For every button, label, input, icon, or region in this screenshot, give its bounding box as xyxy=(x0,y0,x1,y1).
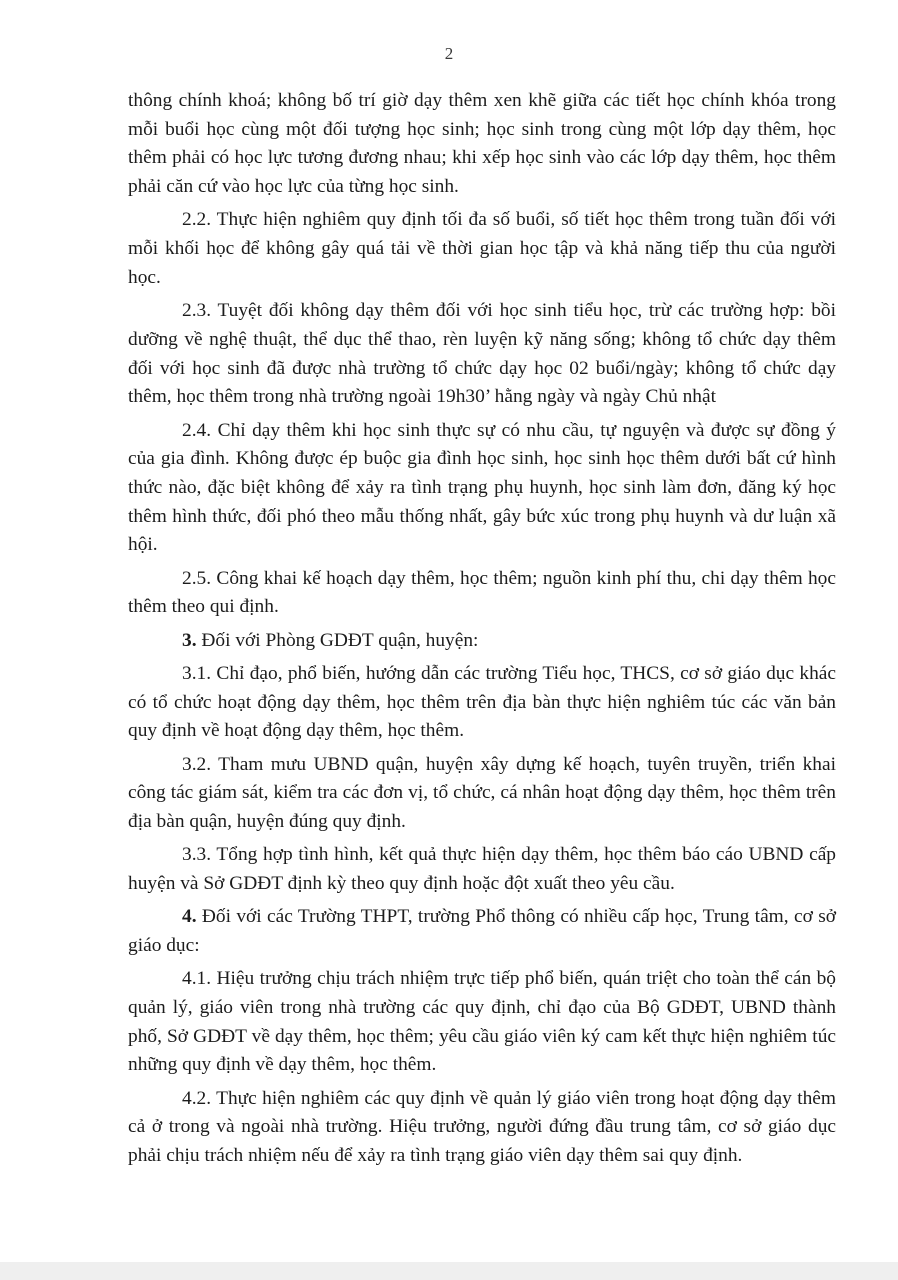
page-number: 2 xyxy=(444,44,454,63)
paragraph-4-1: 4.1. Hiệu trưởng chịu trách nhiệm trực tiếp phổ biến, quán triệt cho toàn thể cán bộ quản lý, giáo viên trong nhà trường các quy định, chỉ đạo của Bộ GDĐT, UBND thành phố, Sở GDĐT về dạy thêm, học thêm; yêu cầu giáo viên ký cam kết thực hiện nghiêm túc những quy định về dạy thêm, học thêm. xyxy=(128,968,836,1076)
paragraph-2-3: 2.3. Tuyệt đối không dạy thêm đối với học sinh tiểu học, trừ các trường hợp: bồi dưỡng về nghệ thuật, thể dục thể thao, rèn luyện kỹ năng sống; không tổ chức dạy thêm đối với học sinh đã được nhà trường tổ chức dạy học 02 buổi/ngày; không tổ chức dạy thêm, học thêm trong nhà trường ngoài 19h30’ hằng ngày và ngày Chủ nhật xyxy=(128,300,836,408)
document-body xyxy=(128,87,836,1175)
paragraph-3-3: 3.3. Tổng hợp tình hình, kết quả thực hiện dạy thêm, học thêm báo cáo UBND cấp huyện và Sở GDĐT định kỳ theo quy định hoặc đột xuất theo yêu cầu. xyxy=(128,844,836,895)
page-bottom-margin xyxy=(0,1262,898,1280)
paragraph-continuation: thông chính khoá; không bố trí giờ dạy thêm xen khẽ giữa các tiết học chính khóa trong mỗi buổi học cùng một đối tượng học sinh; học sinh trong cùng một lớp dạy thêm, học thêm phải có học lực tương đương nhau; khi xếp học sinh vào các lớp dạy thêm, học thêm phải căn cứ vào học lực của từng học sinh. xyxy=(128,90,836,198)
paragraph-2-2: 2.2. Thực hiện nghiêm quy định tối đa số buổi, số tiết học thêm trong tuần đối với mỗi khối học để không gây quá tải về thời gian học tập và khả năng tiếp thu của người học. xyxy=(128,209,836,288)
paragraph-3-1: 3.1. Chỉ đạo, phổ biến, hướng dẫn các trường Tiểu học, THCS, cơ sở giáo dục khác có tổ chức hoạt động dạy thêm, học thêm trên địa bàn thực hiện nghiêm túc các văn bản quy định về hoạt động dạy thêm, học thêm. xyxy=(128,662,836,742)
section-3-heading: 3. Đối với Phòng GDĐT quận, huyện: xyxy=(182,629,479,651)
paragraph-2-5: 2.5. Công khai kế hoạch dạy thêm, học thêm; nguồn kinh phí thu, chi dạy thêm học thêm theo qui định. xyxy=(128,567,836,618)
paragraph-3-2: 3.2. Tham mưu UBND quận, huyện xây dựng kế hoạch, tuyên truyền, triển khai công tác giám sát, kiểm tra các đơn vị, tổ chức, cá nhân hoạt động dạy thêm, học thêm trên địa bàn quận, huyện đúng quy định. xyxy=(128,753,836,833)
section-4-heading: 4. Đối với các Trường THPT, trường Phổ thông có nhiều cấp học, Trung tâm, cơ sở giáo dục: xyxy=(128,906,836,957)
section-number: 4. xyxy=(182,906,197,928)
section-number: 3. xyxy=(182,629,197,651)
paragraph-2-4: 2.4. Chỉ dạy thêm khi học sinh thực sự có nhu cầu, tự nguyện và được sự đồng ý của gia đình. Không được ép buộc gia đình học sinh, học sinh học thêm dưới bất cứ hình thức nào, đặc biệt không để xảy ra tình trạng phụ huynh, học sinh làm đơn, đăng ký học thêm hình thức, đối phó theo mẫu thống nhất, gây bức xúc trong phụ huynh và dư luận xã hội. xyxy=(128,419,836,556)
paragraph-4-2: 4.2. Thực hiện nghiêm các quy định về quản lý giáo viên trong hoạt động dạy thêm cả ở trong và ngoài nhà trường. Hiệu trưởng, người đứng đầu trung tâm, cơ sở giáo dục phải chịu trách nhiệm nếu để xảy ra tình trạng giáo viên dạy thêm sai quy định. xyxy=(128,1087,836,1167)
